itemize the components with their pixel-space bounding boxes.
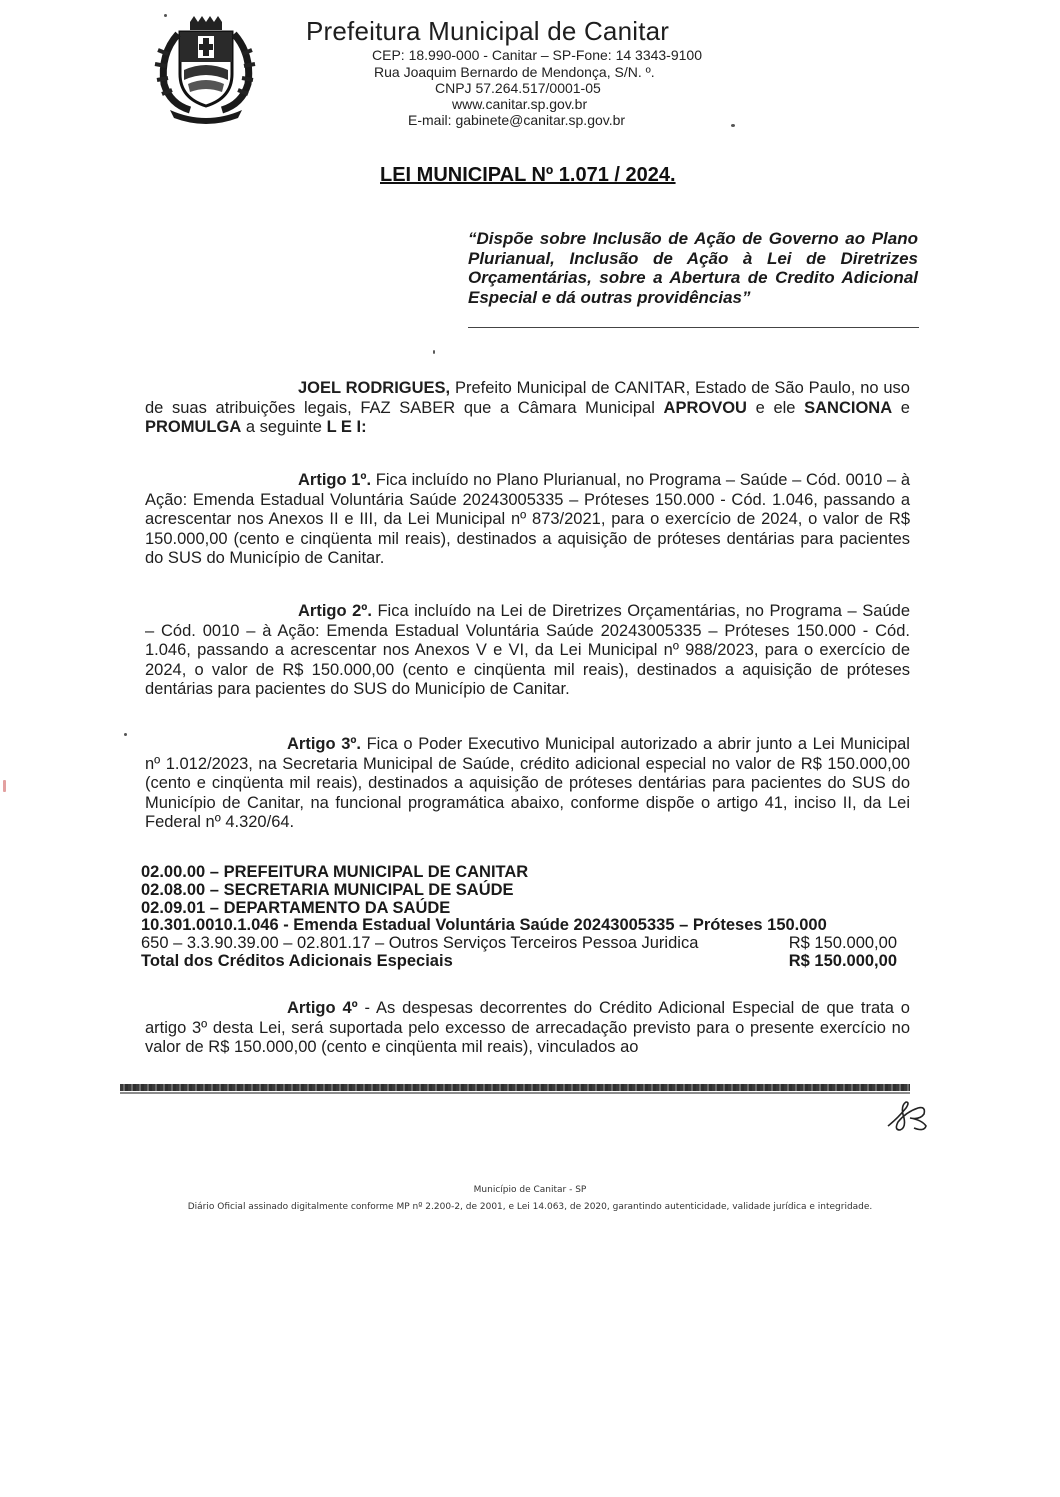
preamble-paragraph: JOEL RODRIGUES, Prefeito Municipal de CANITAR, Estado de São Paulo, no uso de suas atribuições legais, FAZ SABER que a Câmara Municipal APROVOU e ele SANCIONA e PROMULGA a seguinte L E I: — [145, 379, 910, 437]
header-address: Rua Joaquim Bernardo de Mendonça, S/N. º. — [374, 64, 655, 80]
page-divider — [120, 1084, 910, 1091]
page-divider-shadow — [120, 1092, 910, 1094]
footer-municipality: Município de Canitar - SP — [473, 1185, 587, 1195]
article-1-label: Artigo 1º. — [298, 471, 372, 489]
header-cep-phone: CEP: 18.990-000 - Canitar – SP-Fone: 14 3343-9100 — [372, 47, 702, 63]
header-title: Prefeitura Municipal de Canitar — [306, 16, 670, 46]
article-3-text: Fica o Poder Executivo Municipal autorizado a abrir junto a Lei Municipal nº 1.012/2023, na Secretaria Municipal de Saúde, crédito adicional especial no valor de R$ 150.000,00 (cento e cinqüenta mil reais), destinados a aquisição de próteses dentárias para pacientes do SUS do Município de Canitar, na funcional programática abaixo, conforme dispõe o artigo 41, inciso II, da Lei Federal nº 4.320/64. — [145, 735, 910, 832]
budget-expense-line: 650 – 3.3.90.39.00 – 02.801.17 – Outros Serviços Terceiros Pessoa Juridica R$ 150.000,00 — [141, 934, 897, 953]
budget-line: 02.00.00 – PREFEITURA MUNICIPAL DE CANITAR — [141, 863, 529, 881]
article-1-text: Fica incluído no Plano Plurianual, no Programa – Saúde – Cód. 0010 – à Ação: Emenda Estadual Voluntária Saúde 20243005335 – Próteses 150.000 - Cód. 1.046, passando a acrescentar nos Anexos II e III, da Lei Municipal nº 873/2021, para o exercício de 2024, o valor de R$ 150.000,00 (cento e cinqüenta mil reais), destinados a aquisição de próteses dentárias para pacientes do SUS do Município de Canitar. — [145, 471, 911, 568]
budget-total-line: Total dos Créditos Adicionais Especiais R$ 150.000,00 — [141, 951, 897, 970]
budget-line: 10.301.0010.1.046 - Emenda Estadual Voluntária Saúde 20243005335 – Próteses 150.000 — [141, 916, 827, 935]
article-4-text: - As despesas decorrentes do Crédito Adicional Especial de que trata o artigo 3º desta Lei, será suportada pelo excesso de arrecadação previsto para o presente exercício no valor de R$ 150.000,00 (cento e cinqüenta mil reais), vinculados ao — [145, 999, 910, 1057]
budget-line: 02.08.00 – SECRETARIA MUNICIPAL DE SAÚDE — [141, 880, 514, 899]
article-3-label: Artigo 3º. — [287, 735, 361, 753]
header-email: E-mail: gabinete@canitar.sp.gov.br — [408, 112, 626, 128]
budget-line: 02.09.01 – DEPARTAMENTO DA SAÚDE — [141, 898, 451, 917]
header-cnpj: CNPJ 57.264.517/0001-05 — [435, 80, 601, 96]
municipal-coat-of-arms — [150, 14, 260, 126]
scan-edge-mark — [3, 780, 6, 792]
article-2-label: Artigo 2º. — [298, 602, 372, 620]
article-4 — [145, 999, 910, 1058]
scan-speck — [164, 14, 167, 17]
budget-allocation — [141, 864, 897, 971]
article-3 — [145, 735, 910, 833]
scan-speck — [731, 124, 735, 127]
mayor-name: JOEL RODRIGUES, — [298, 379, 451, 397]
article-4-label: Artigo 4º — [287, 999, 358, 1017]
law-title: LEI MUNICIPAL Nº 1.071 / 2024. — [380, 164, 676, 186]
initials-signature — [884, 1098, 934, 1134]
article-2-text: Fica incluído na Lei de Diretrizes Orçamentárias, no Programa – Saúde – Cód. 0010 – à Ação: Emenda Estadual Voluntária Saúde 20243005335 – Próteses 150.000 - Cód. 1.046, passando a acrescentar nos Anexos V e VI, da Lei Municipal nº 988/2023, para o exercício de 2024, o valor de R$ 150.000,00 (cento e cinqüenta mil reais), destinados a aquisição de próteses dentárias para pacientes do SUS do Município de Canitar. — [145, 602, 910, 699]
header-website: www.canitar.sp.gov.br — [452, 96, 588, 112]
footer-signature-notice: Diário Oficial assinado digitalmente conforme MP nº 2.200-2, de 2001, e Lei 14.063, de 2020, garantindo autenticidade, validade jurídica e integridade. — [187, 1202, 873, 1212]
law-ementa: “Dispõe sobre Inclusão de Ação de Governo ao Plano Plurianual, Inclusão de Ação à Lei de Diretrizes Orçamentárias, sobre a Abertura de Credito Adicional Especial e dá outras providências” — [468, 229, 918, 307]
ementa-underline — [468, 327, 919, 328]
scan-speck — [433, 350, 435, 354]
article-1 — [145, 471, 910, 569]
scan-speck — [124, 733, 127, 736]
article-2 — [145, 602, 910, 700]
